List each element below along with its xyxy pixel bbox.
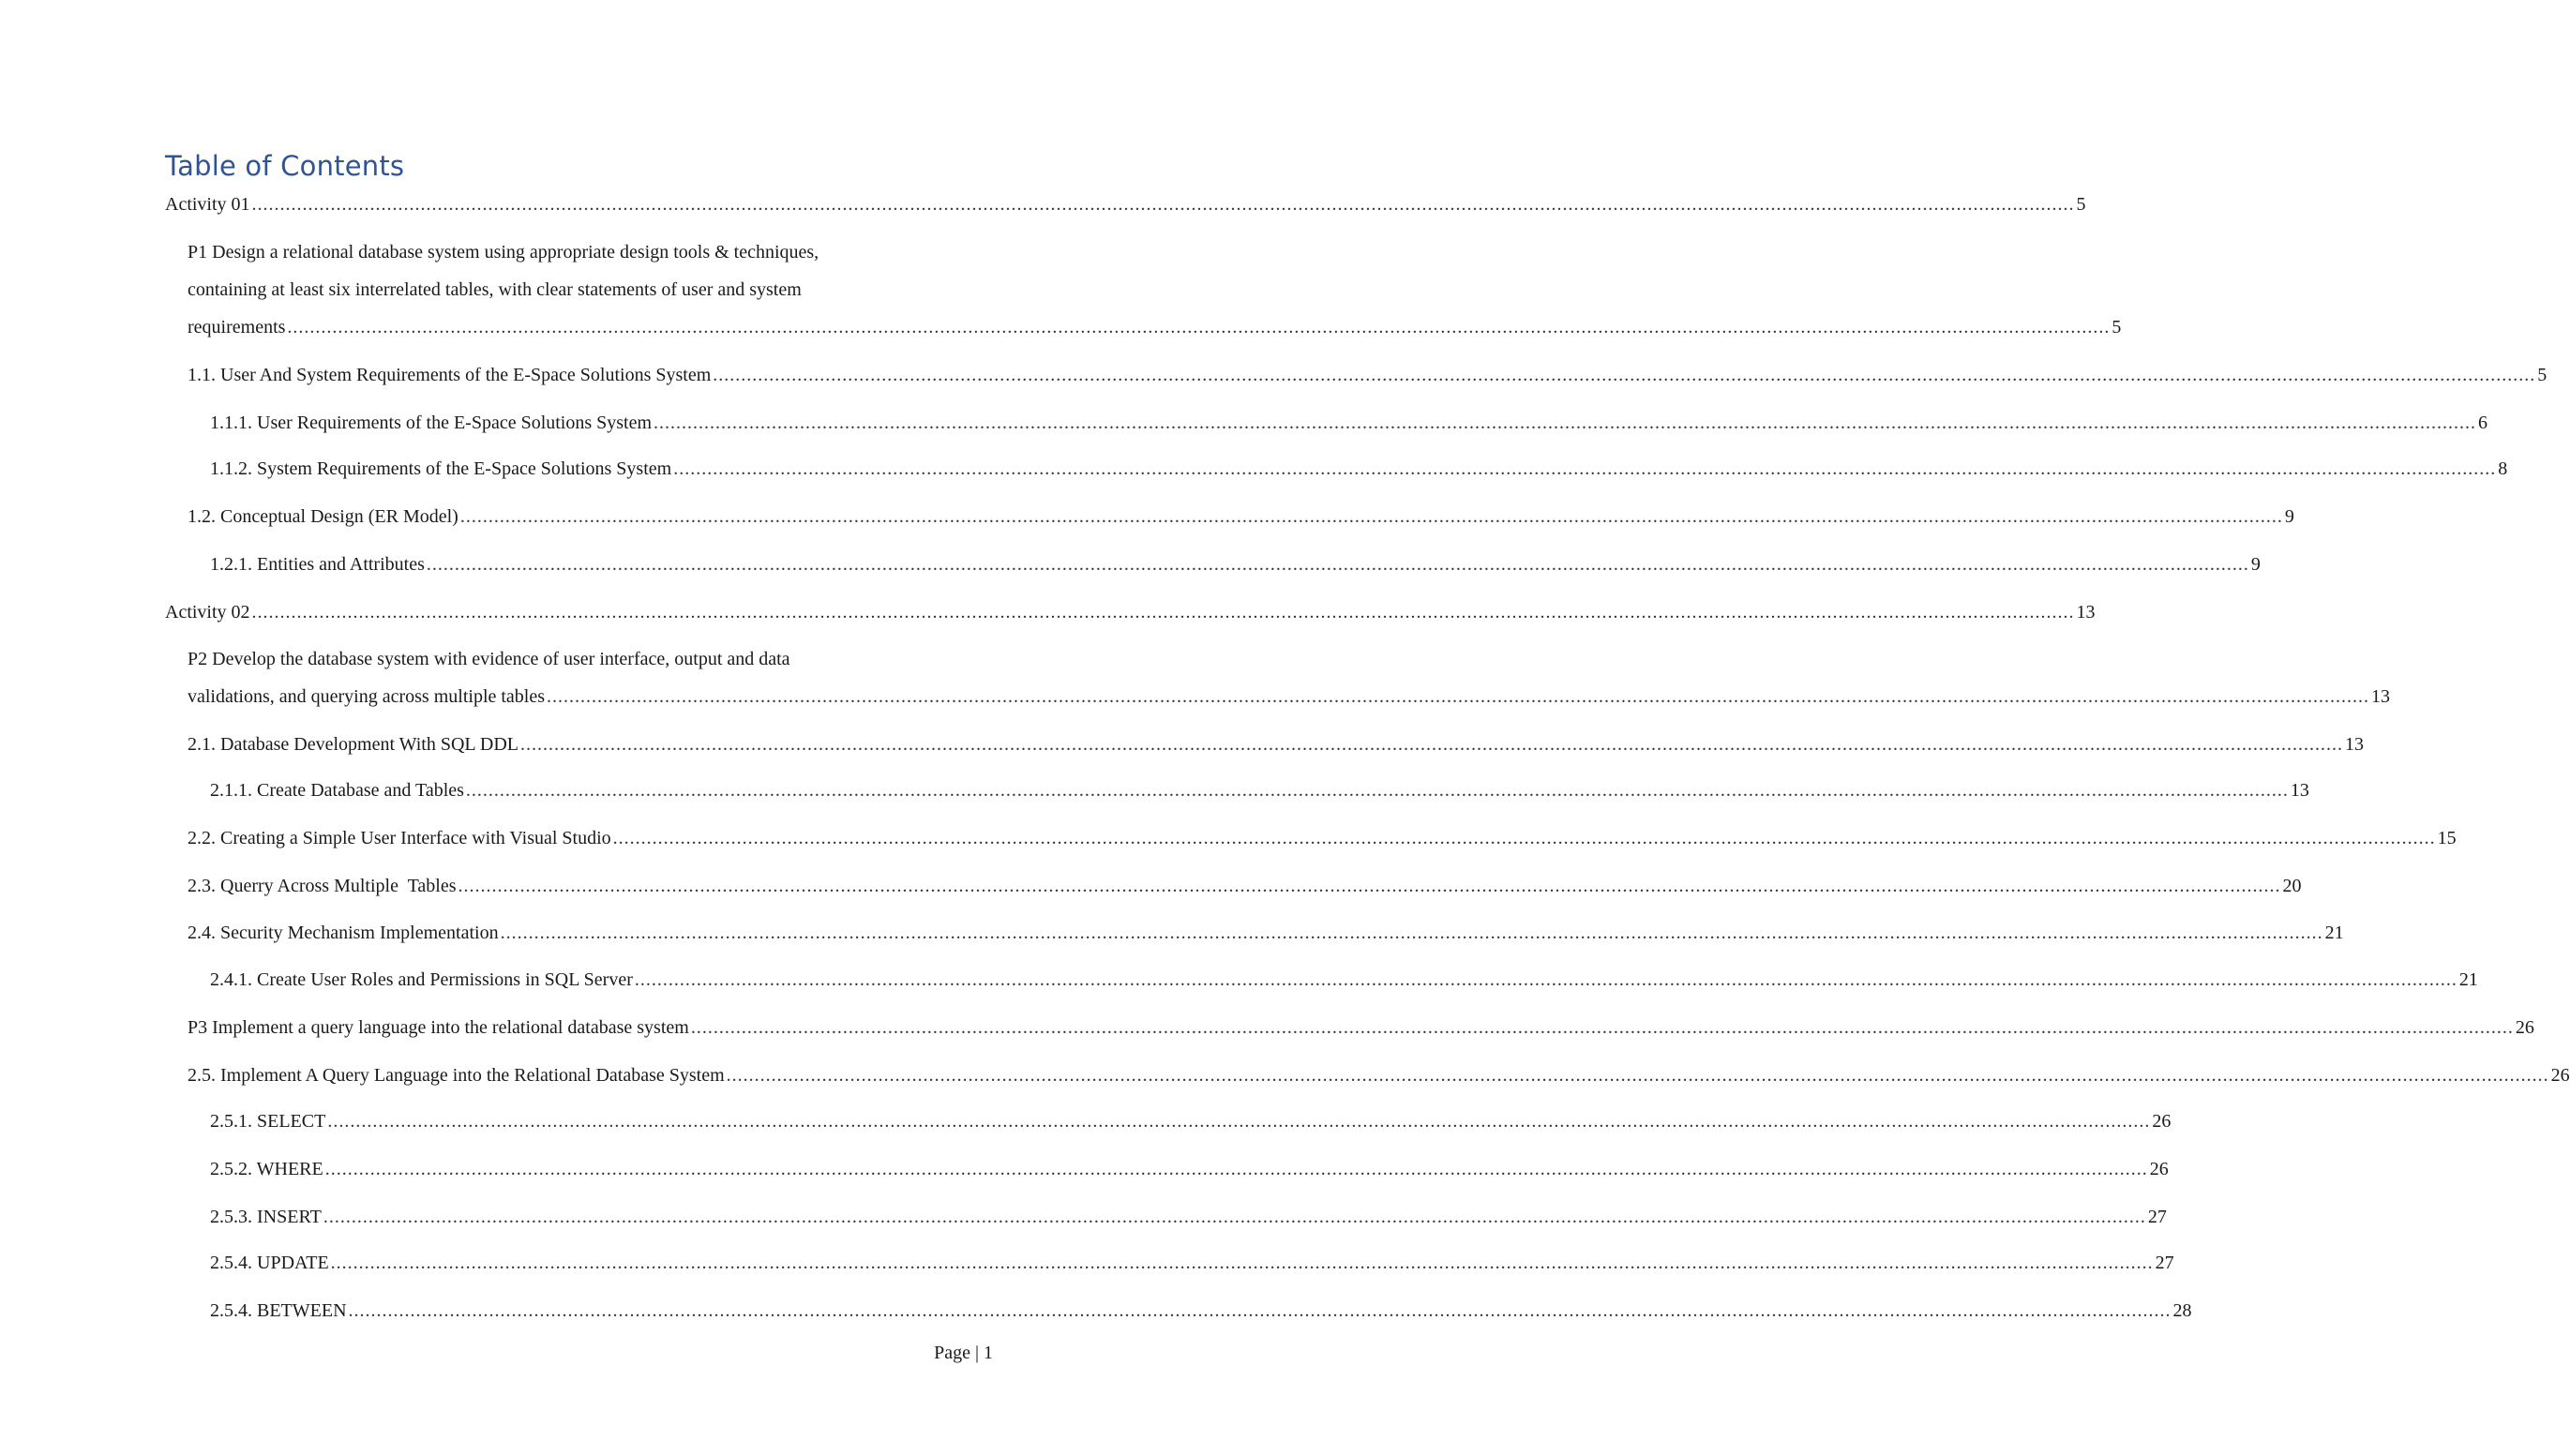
toc-page-number: 15 [2437,828,2457,848]
toc-line [188,914,2344,952]
toc-page-number: 26 [2152,1111,2172,1132]
toc-entry-text: P1 Design a relational database system using appropriate design tools & techniques, [188,242,819,263]
toc-line [188,308,2122,346]
toc-page-number: 6 [2478,413,2488,433]
toc-line [165,593,2096,631]
dot-leader [460,498,2283,535]
toc-entry-text: Activity 02 [165,602,250,623]
dot-leader [691,1009,2514,1046]
toc-page-number: 9 [2250,554,2261,575]
toc-page-number: 28 [2172,1300,2192,1321]
toc-page-number: 13 [2076,602,2096,623]
toc-entry-text: 2.5.2. WHERE [210,1159,323,1179]
toc-page-number: 26 [2149,1159,2169,1179]
toc-line [188,726,2365,763]
toc-entry-text: Activity 01 [165,194,250,215]
dot-leader [252,593,2075,631]
toc-entry-text: 2.5.4. UPDATE [210,1253,329,1273]
dot-leader [654,404,2476,442]
toc-line [188,356,2547,394]
toc-line [210,1150,2169,1188]
dot-leader [252,186,2075,223]
toc-line [210,961,2478,998]
dot-leader [325,1150,2148,1188]
toc-page-number: 9 [2284,506,2294,527]
toc-line [210,1292,2192,1329]
toc-entry-text: requirements [188,317,286,338]
dot-leader [713,356,2535,394]
toc-line [210,1103,2172,1140]
toc-entry-text: 2.4.1. Create User Roles and Permissions in SQL Server [210,969,633,990]
toc-entry[interactable] [0,961,2478,998]
toc-line [188,867,2302,905]
toc-entry-text: validations, and querying across multiple tables [188,686,546,707]
toc-entry[interactable] [0,233,2122,346]
toc-line [188,678,2391,715]
dot-leader [613,819,2436,857]
toc-entry-text: 2.1.1. Create Database and Tables [210,780,464,801]
toc-entry[interactable] [0,1150,2169,1188]
toc-line [210,1244,2174,1282]
toc-line [165,186,2086,223]
toc-line [188,1009,2534,1046]
toc-entry[interactable] [0,1292,2192,1329]
toc-entry[interactable] [0,640,2391,715]
toc-page-number: 27 [2155,1253,2174,1273]
toc-page-number: 27 [2147,1207,2167,1227]
toc-entry-text: 1.2.1. Entities and Attributes [210,554,425,575]
toc-entry[interactable] [0,819,2457,857]
toc-page-number: 20 [2282,876,2302,896]
toc-entry-text: containing at least six interrelated tables, with clear statements of user and system [188,279,802,300]
toc-entry-text: 2.1. Database Development With SQL DDL [188,734,519,755]
dot-leader [520,726,2343,763]
toc-heading: Table of Contents [165,150,405,182]
page-footer: Page | 1 [934,1343,993,1363]
toc-line [188,1057,2570,1094]
dot-leader [331,1244,2154,1282]
dot-leader [323,1198,2146,1236]
toc-page-number: 5 [2076,194,2086,215]
dot-leader [327,1103,2150,1140]
dot-leader [466,772,2289,809]
dot-leader [427,546,2249,583]
toc-entry[interactable] [0,1198,2167,1236]
toc-page-number: 26 [2515,1017,2534,1038]
toc-entry[interactable] [0,1103,2172,1140]
dot-leader [727,1057,2549,1094]
toc-entry[interactable] [0,1009,2534,1046]
dot-leader [287,308,2110,346]
dot-leader [458,867,2281,905]
toc-entry[interactable] [0,914,2344,952]
toc-entry[interactable] [0,450,2508,488]
toc-page-number: 13 [2290,780,2309,801]
toc-page-number: 13 [2371,686,2391,707]
toc-entry[interactable] [0,546,2261,583]
dot-leader [547,678,2369,715]
toc-page-number: 21 [2458,969,2478,990]
toc-page-number: 13 [2345,734,2365,755]
toc-line [210,546,2261,583]
toc-entry[interactable] [0,867,2302,905]
toc-entry[interactable] [0,356,2547,394]
toc-entry-text: 2.3. Querry Across Multiple Tables [188,876,457,896]
toc-line [210,772,2309,809]
toc-entry-text: 2.5. Implement A Query Language into the Relational Database System [188,1065,725,1086]
toc-entry-text: 1.1.2. System Requirements of the E-Space Solutions System [210,458,672,479]
toc-entry-text: 2.2. Creating a Simple User Interface with Visual Studio [188,828,611,848]
toc-entry-text: 2.5.1. SELECT [210,1111,326,1132]
toc-entry[interactable] [0,1057,2570,1094]
toc-entry-text: 2.4. Security Mechanism Implementation [188,923,499,943]
dot-leader [635,961,2457,998]
toc-line [210,450,2508,488]
toc-page-number: 5 [2112,317,2122,338]
toc-entry[interactable] [0,498,2294,535]
toc-entry-text: 2.5.3. INSERT [210,1207,322,1227]
toc-entry[interactable] [0,726,2365,763]
toc-entry[interactable] [0,772,2309,809]
toc-line [210,1198,2167,1236]
dot-leader [349,1292,2172,1329]
toc-page-number: 8 [2498,458,2508,479]
toc-line [210,404,2488,442]
toc-entry[interactable] [0,593,2096,631]
toc-entry-text: P2 Develop the database system with evidence of user interface, output and data [188,649,790,669]
toc-line [188,498,2294,535]
toc-entry-text: 1.2. Conceptual Design (ER Model) [188,506,458,527]
dot-leader [673,450,2496,488]
dot-leader [501,914,2323,952]
toc-page-number: 5 [2537,365,2547,385]
toc-entry[interactable] [0,404,2488,442]
toc-entry[interactable] [0,1244,2174,1282]
toc-page-number: 26 [2550,1065,2570,1086]
toc-entry-text: 1.1.1. User Requirements of the E-Space Solutions System [210,413,653,433]
toc-entry-text: 1.1. User And System Requirements of the E-Space Solutions System [188,365,712,385]
toc-entry-text: P3 Implement a query language into the relational database system [188,1017,689,1038]
toc-page-number: 21 [2324,923,2344,943]
toc-entry-text: 2.5.4. BETWEEN [210,1300,347,1321]
toc-entry[interactable] [0,186,2086,223]
toc-line [188,819,2457,857]
